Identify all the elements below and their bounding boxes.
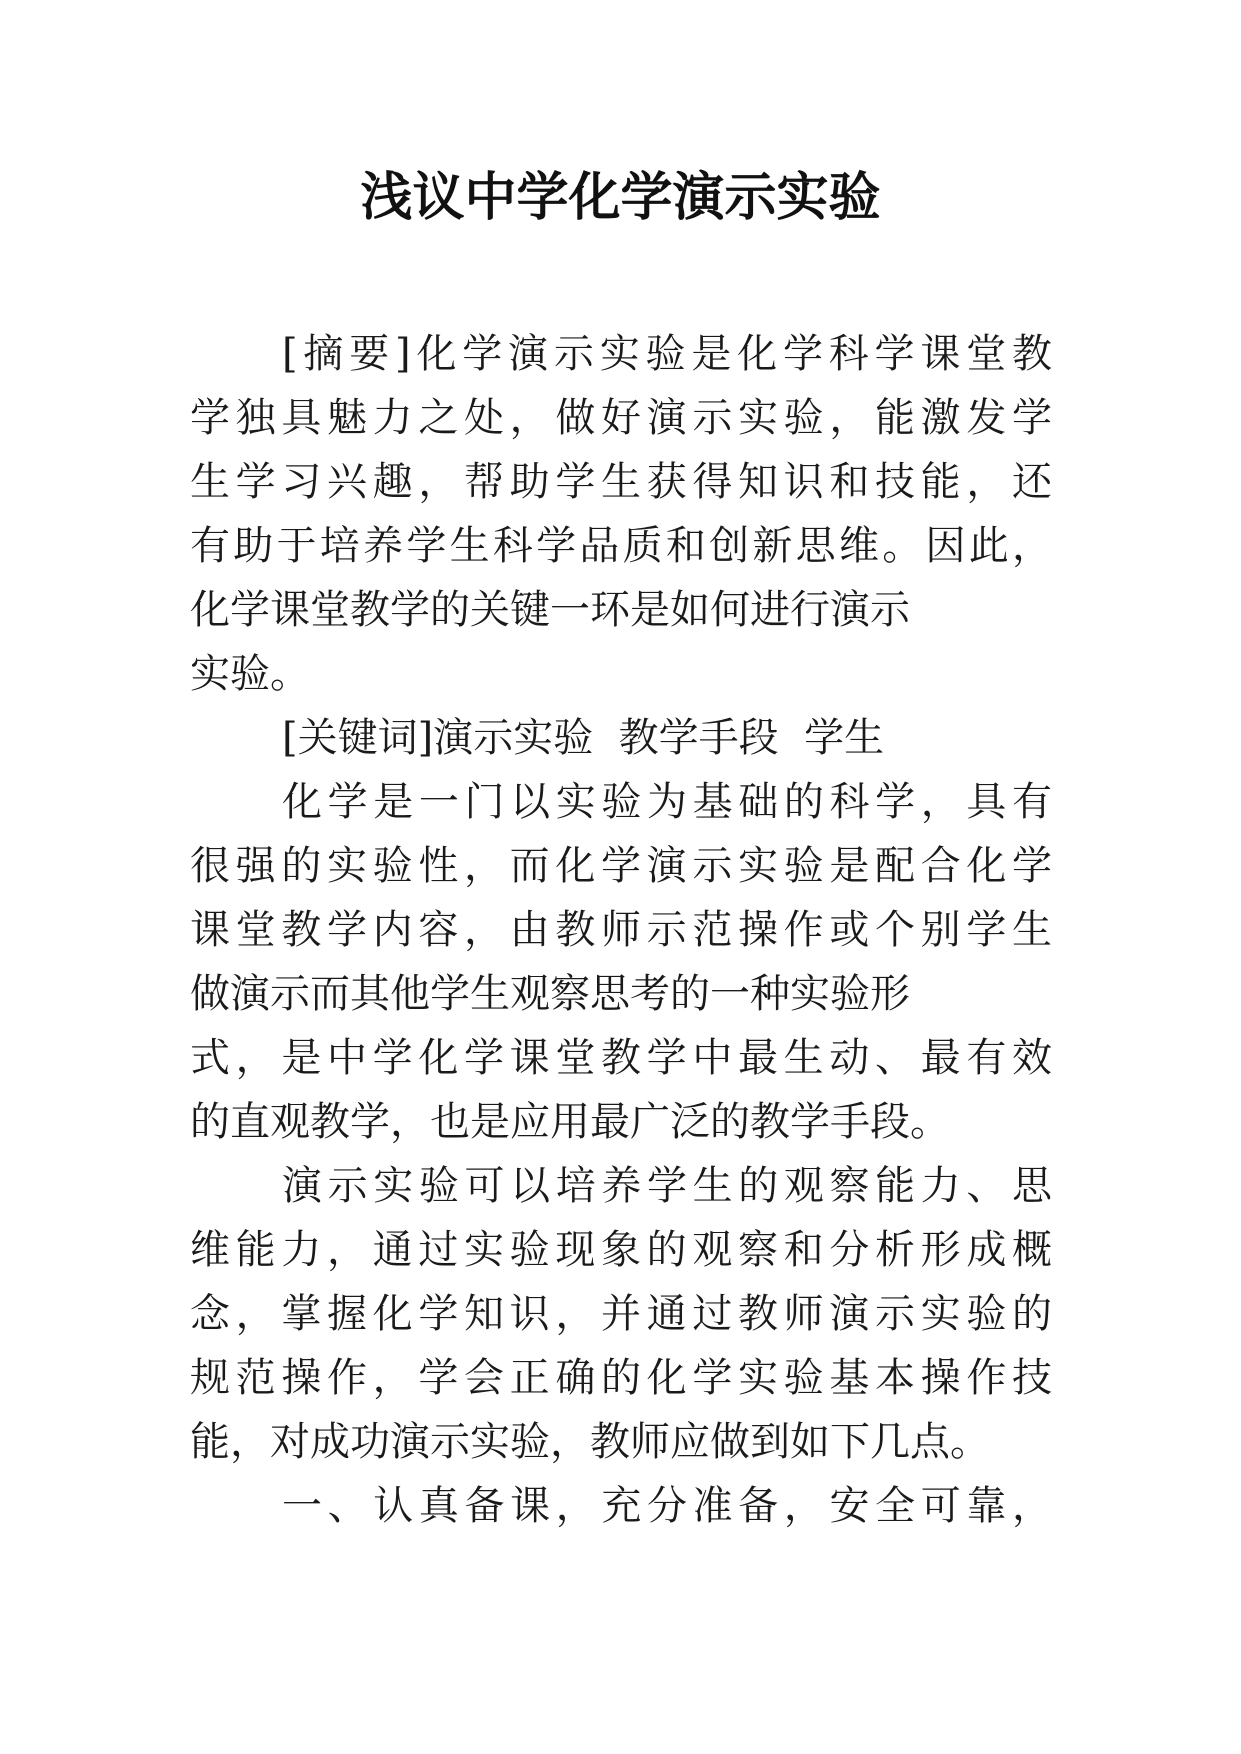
abstract-line-5: 化学课堂教学的关键一环是如何进行演示 [190,587,910,633]
paragraph-2-line-4: 规范操作，学会正确的化学实验基本操作技 [190,1355,1052,1401]
document-title: 浅议中学化学演示实验 [360,167,881,228]
paragraph-1-line-3: 课堂教学内容，由教师示范操作或个别学生 [190,907,1052,953]
document-body [190,322,1052,1538]
abstract-line-3: 生学习兴趣，帮助学生获得知识和技能，还 [190,459,1052,505]
paragraph-2-line-3: 念，掌握化学知识，并通过教师演示实验的 [190,1291,1052,1337]
keywords-line: [关键词]演示实验 教学手段 学生 [282,715,885,761]
abstract-line-1: [摘要]化学演示实验是化学科学课堂教 [282,331,1052,377]
paragraph-1-line-4: 做演示而其他学生观察思考的一种实验形 [190,971,910,1017]
abstract-line-2: 学独具魅力之处，做好演示实验，能激发学 [190,395,1052,441]
paragraph-1-line-5: 式，是中学化学课堂教学中最生动、最有效 [190,1035,1052,1081]
paragraph-1-line-6: 的直观教学，也是应用最广泛的教学手段。 [190,1099,950,1145]
abstract-line-6: 实验。 [190,651,310,697]
paragraph-2-line-1: 演示实验可以培养学生的观察能力、思 [282,1163,1052,1209]
paragraph-2-line-2: 维能力，通过实验现象的观察和分析形成概 [190,1227,1052,1273]
paragraph-2-line-5: 能，对成功演示实验，教师应做到如下几点。 [190,1419,990,1465]
paragraph-1-line-1: 化学是一门以实验为基础的科学，具有 [282,779,1052,825]
paragraph-1-line-2: 很强的实验性，而化学演示实验是配合化学 [190,843,1052,889]
section-heading-1: 一、认真备课，充分准备，安全可靠， [282,1483,1052,1529]
abstract-line-4: 有助于培养学生科学品质和创新思维。因此， [190,523,1052,569]
